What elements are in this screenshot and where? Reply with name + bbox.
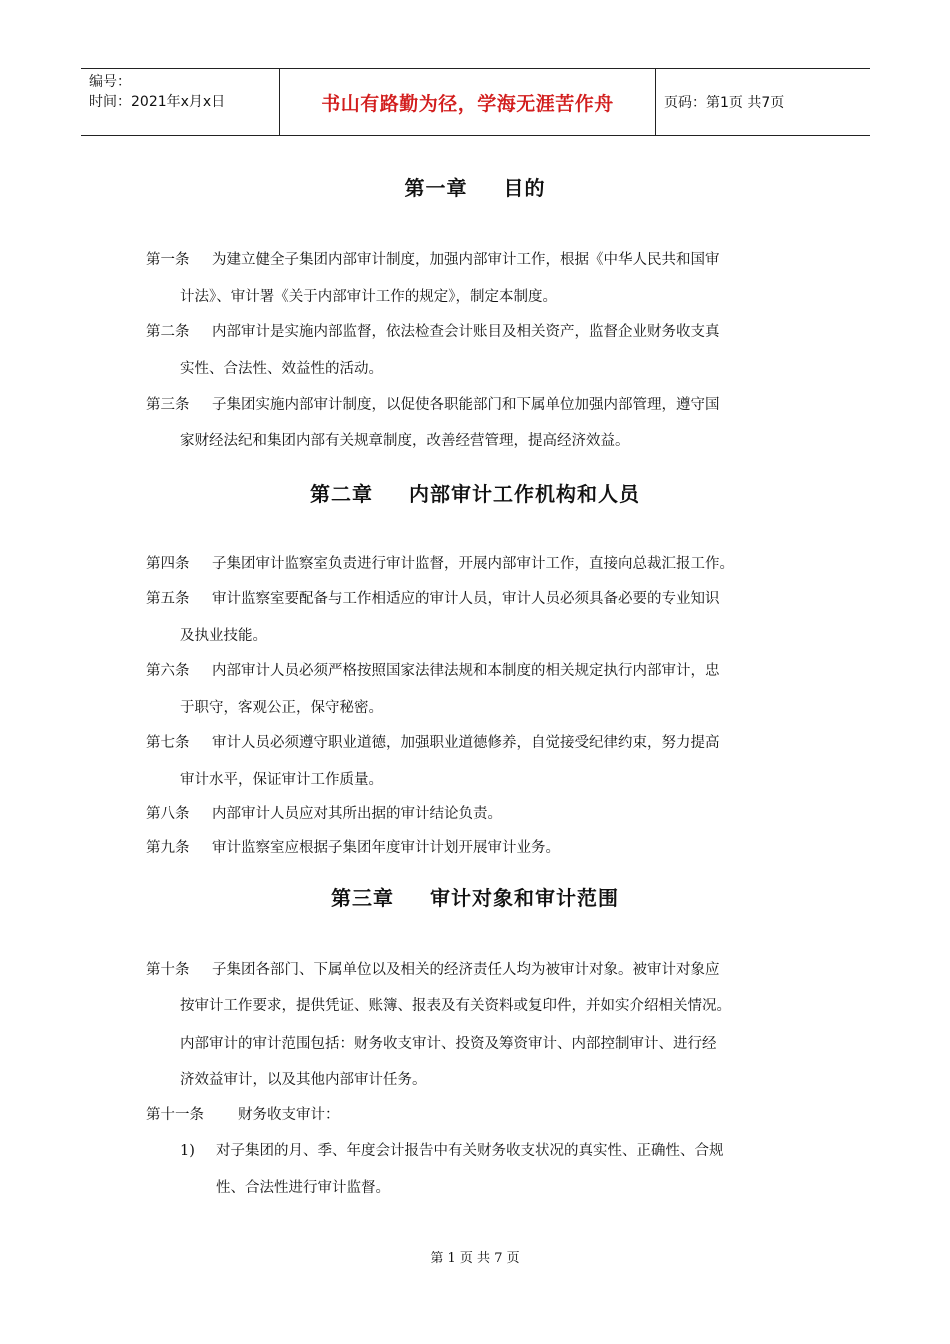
article-number: 第九条 (146, 840, 190, 856)
article-number: 第十一条 (146, 1107, 204, 1123)
article-number: 第二条 (146, 324, 190, 340)
article-line (146, 733, 720, 753)
article-number: 第一条 (146, 252, 190, 268)
header-meta (81, 69, 280, 135)
chapter-number: 第三章 (331, 886, 394, 910)
page-footer: 第 1 页 共 7 页 (430, 1251, 520, 1266)
article-number: 第十条 (146, 962, 190, 978)
list-item (180, 1141, 724, 1161)
item-text: 对子集团的月、季、年度会计报告中有关财务收支状况的真实性、正确性、合规 (216, 1143, 724, 1159)
article-text: 内部审计是实施内部监督，依法检查会计账目及相关资产，监督企业财务收支真 (212, 324, 720, 340)
article-line (146, 1105, 340, 1125)
article-line: 内部审计的审计范围包括：财务收支审计、投资及筹资审计、内部控制审计、进行经 (180, 1036, 717, 1052)
article-number: 第六条 (146, 663, 190, 679)
article-text: 内部审计人员必须严格按照国家法律法规和本制度的相关规定执行内部审计，忠 (212, 663, 720, 679)
chapter-number: 第二章 (310, 482, 373, 506)
header-motto: 书山有路勤为径，学海无涯苦作舟 (280, 69, 656, 135)
article-text: 内部审计人员应对其所出据的审计结论负责。 (212, 806, 502, 822)
article-line: 按审计工作要求，提供凭证、账簿、报表及有关资料或复印件，并如实介绍相关情况。 (180, 998, 731, 1014)
chapter-title (0, 172, 950, 201)
article-line: 济效益审计，以及其他内部审计任务。 (180, 1072, 427, 1088)
article-line (146, 395, 720, 415)
article-text: 子集团审计监察室负责进行审计监督，开展内部审计工作，直接向总裁汇报工作。 (212, 556, 734, 572)
article-text: 财务收支审计： (238, 1107, 340, 1123)
article-line (146, 661, 720, 681)
header-page-code: 页码：第1页 共7页 (664, 95, 785, 111)
article-text: 子集团各部门、下属单位以及相关的经济责任人均为被审计对象。被审计对象应 (212, 962, 720, 978)
article-line: 计法》、审计署《关于内部审计工作的规定》，制定本制度。 (180, 289, 557, 305)
chapter-title (0, 478, 950, 507)
article-line (146, 250, 720, 270)
chapter-text: 审计对象和审计范围 (430, 886, 619, 910)
item-number: 1) (180, 1143, 195, 1159)
article-text: 子集团实施内部审计制度，以促使各职能部门和下属单位加强内部管理，遵守国 (212, 397, 720, 413)
article-line: 及执业技能。 (180, 628, 267, 644)
article-line (146, 838, 560, 858)
article-text: 审计监察室应根据子集团年度审计计划开展审计业务。 (212, 840, 560, 856)
article-line (146, 960, 720, 980)
chapter-title (0, 882, 950, 911)
article-line (146, 804, 502, 824)
time-label: 时间：2021年x月x日 (89, 94, 226, 110)
article-line: 家财经法纪和集团内部有关规章制度，改善经营管理，提高经济效益。 (180, 433, 630, 449)
article-number: 第三条 (146, 397, 190, 413)
article-text: 为建立健全子集团内部审计制度，加强内部审计工作，根据《中华人民共和国审 (212, 252, 720, 268)
chapter-text: 目的 (503, 176, 546, 200)
chapter-text: 内部审计工作机构和人员 (409, 482, 640, 506)
article-line: 审计水平，保证审计工作质量。 (180, 772, 383, 788)
article-line: 于职守，客观公正，保守秘密。 (180, 700, 383, 716)
article-number: 第八条 (146, 806, 190, 822)
article-number: 第五条 (146, 591, 190, 607)
chapter-number: 第一章 (404, 176, 468, 200)
article-line (146, 554, 734, 574)
article-number: 第七条 (146, 735, 190, 751)
article-line: 实性、合法性、效益性的活动。 (180, 361, 383, 377)
article-line (146, 589, 720, 609)
article-text: 审计人员必须遵守职业道德，加强职业道德修养，自觉接受纪律约束，努力提高 (212, 735, 720, 751)
number-label: 编号： (89, 74, 131, 90)
article-text: 审计监察室要配备与工作相适应的审计人员，审计人员必须具备必要的专业知识 (212, 591, 720, 607)
article-number: 第四条 (146, 556, 190, 572)
list-item-line: 性、合法性进行审计监督。 (216, 1180, 390, 1196)
document-header (81, 68, 870, 136)
article-line (146, 322, 720, 342)
